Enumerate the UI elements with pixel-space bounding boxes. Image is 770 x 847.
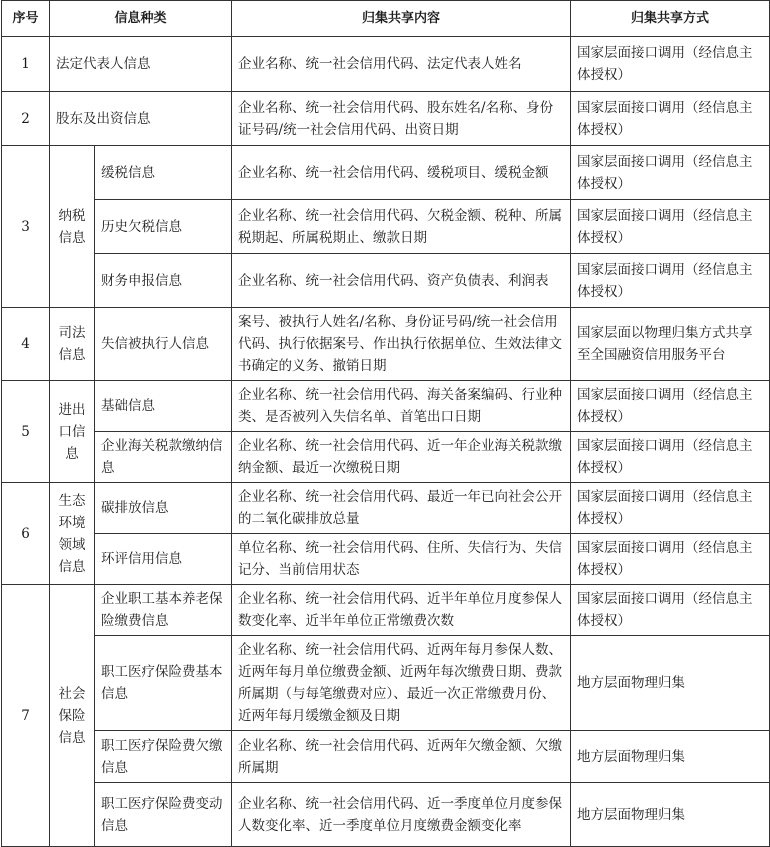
type-cell: 基础信息 xyxy=(95,381,232,432)
header-method: 归集共享方式 xyxy=(571,1,770,37)
type-cell: 法定代表人信息 xyxy=(50,37,232,92)
type-cell: 职工医疗保险费欠缴信息 xyxy=(95,731,232,783)
table-row xyxy=(2,308,770,381)
table-row xyxy=(2,432,770,483)
seq-cell: 1 xyxy=(2,37,50,92)
table-row xyxy=(2,636,770,731)
type-cell: 职工医疗保险费变动信息 xyxy=(95,783,232,847)
table-row xyxy=(2,534,770,585)
content-cell: 企业名称、统一社会信用代码、最近一年已向社会公开的二氧化碳排放总量 xyxy=(232,483,571,534)
method-cell: 地方层面物理归集 xyxy=(571,731,770,783)
seq-cell: 2 xyxy=(2,92,50,146)
table-row xyxy=(2,381,770,432)
category-cell: 进出口信息 xyxy=(50,381,95,483)
type-cell: 历史欠税信息 xyxy=(95,200,232,254)
method-cell: 国家层面接口调用（经信息主体授权） xyxy=(571,534,770,585)
category-cell: 生态环境领域信息 xyxy=(50,483,95,585)
method-cell: 国家层面接口调用（经信息主体授权） xyxy=(571,381,770,432)
table-row xyxy=(2,146,770,200)
method-cell: 地方层面物理归集 xyxy=(571,636,770,731)
method-cell: 国家层面以物理归集方式共享至全国融资信用服务平台 xyxy=(571,308,770,381)
method-cell: 国家层面接口调用（经信息主体授权） xyxy=(571,585,770,636)
seq-cell: 7 xyxy=(2,585,50,847)
method-cell: 国家层面接口调用（经信息主体授权） xyxy=(571,37,770,92)
content-cell: 单位名称、统一社会信用代码、住所、失信行为、失信记分、当前信用状态 xyxy=(232,534,571,585)
content-cell: 企业名称、统一社会信用代码、近一年企业海关税款缴纳金额、最近一次缴税日期 xyxy=(232,432,571,483)
type-cell: 企业职工基本养老保险缴费信息 xyxy=(95,585,232,636)
method-cell: 国家层面接口调用（经信息主体授权） xyxy=(571,483,770,534)
content-cell: 企业名称、统一社会信用代码、近两年欠缴金额、欠缴所属期 xyxy=(232,731,571,783)
method-cell: 国家层面接口调用（经信息主体授权） xyxy=(571,92,770,146)
header-type: 信息种类 xyxy=(50,1,232,37)
type-cell: 失信被执行人信息 xyxy=(95,308,232,381)
header-content: 归集共享内容 xyxy=(232,1,571,37)
content-cell: 企业名称、统一社会信用代码、股东姓名/名称、身份证号码/统一社会信用代码、出资日期 xyxy=(232,92,571,146)
type-cell: 股东及出资信息 xyxy=(50,92,232,146)
table-row xyxy=(2,783,770,847)
table-row xyxy=(2,92,770,146)
method-cell: 国家层面接口调用（经信息主体授权） xyxy=(571,432,770,483)
table-row xyxy=(2,254,770,308)
type-cell: 环评信用信息 xyxy=(95,534,232,585)
content-cell: 案号、被执行人姓名/名称、身份证号码/统一社会信用代码、执行依据案号、作出执行依据单位、生效法律文书确定的义务、撤销日期 xyxy=(232,308,571,381)
category-cell: 社会保险信息 xyxy=(50,585,95,847)
table-row xyxy=(2,37,770,92)
content-cell: 企业名称、统一社会信用代码、法定代表人姓名 xyxy=(232,37,571,92)
info-sharing-table xyxy=(1,0,770,847)
header-row xyxy=(2,1,770,37)
method-cell: 地方层面物理归集 xyxy=(571,783,770,847)
type-cell: 财务申报信息 xyxy=(95,254,232,308)
seq-cell: 6 xyxy=(2,483,50,585)
seq-cell: 4 xyxy=(2,308,50,381)
header-seq: 序号 xyxy=(2,1,50,37)
category-cell: 司法信息 xyxy=(50,308,95,381)
content-cell: 企业名称、统一社会信用代码、近半年单位月度参保人数变化率、近半年单位正常缴费次数 xyxy=(232,585,571,636)
seq-cell: 3 xyxy=(2,146,50,308)
table-row xyxy=(2,200,770,254)
content-cell: 企业名称、统一社会信用代码、海关备案编码、行业种类、是否被列入失信名单、首笔出口日期 xyxy=(232,381,571,432)
method-cell: 国家层面接口调用（经信息主体授权） xyxy=(571,200,770,254)
seq-cell: 5 xyxy=(2,381,50,483)
type-cell: 职工医疗保险费基本信息 xyxy=(95,636,232,731)
content-cell: 企业名称、统一社会信用代码、近一季度单位月度参保人数变化率、近一季度单位月度缴费金额变化率 xyxy=(232,783,571,847)
type-cell: 企业海关税款缴纳信息 xyxy=(95,432,232,483)
content-cell: 企业名称、统一社会信用代码、资产负债表、利润表 xyxy=(232,254,571,308)
content-cell: 企业名称、统一社会信用代码、欠税金额、税种、所属税期起、所属税期止、缴款日期 xyxy=(232,200,571,254)
table-row xyxy=(2,585,770,636)
type-cell: 碳排放信息 xyxy=(95,483,232,534)
table-row xyxy=(2,731,770,783)
table-row xyxy=(2,483,770,534)
content-cell: 企业名称、统一社会信用代码、缓税项目、缓税金额 xyxy=(232,146,571,200)
type-cell: 缓税信息 xyxy=(95,146,232,200)
method-cell: 国家层面接口调用（经信息主体授权） xyxy=(571,254,770,308)
method-cell: 国家层面接口调用（经信息主体授权） xyxy=(571,146,770,200)
content-cell: 企业名称、统一社会信用代码、近两年每月参保人数、近两年每月单位缴费金额、近两年每次缴费日期、费款所属期（与每笔缴费对应）、最近一次正常缴费月份、近两年每月缓缴金额及日期 xyxy=(232,636,571,731)
category-cell: 纳税信息 xyxy=(50,146,95,308)
